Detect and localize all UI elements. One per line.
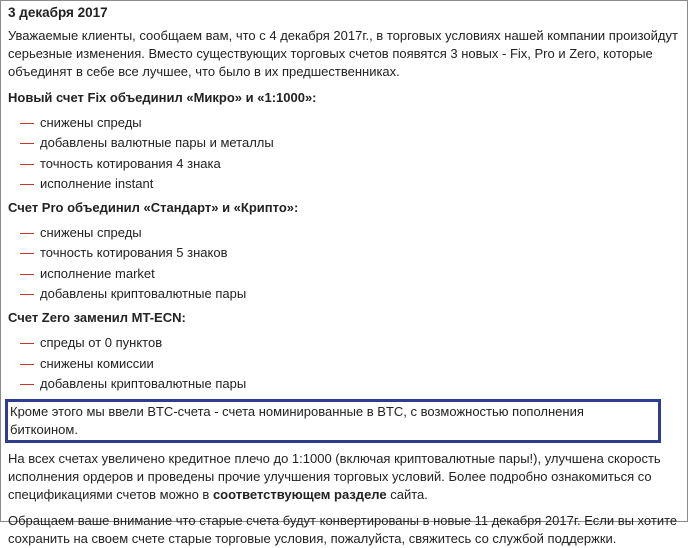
section-zero-heading: Счет Zero заменил MT-ECN:	[8, 310, 186, 326]
news-date: 3 декабря 2017	[8, 5, 108, 20]
specifications-link[interactable]: соответствующем разделе	[212, 487, 387, 503]
section-pro-heading: Счет Pro объединил «Стандарт» и «Крипто»:	[8, 200, 299, 216]
list-item: снижены комиссии	[8, 354, 680, 374]
intro-paragraph: Уважаемые клиенты, сообщаем вам, что с 4 декабря 2017г., в торговых условиях нашей компании произойдут серьезные изменения. Вместо существующих торговых счетов появятся 3 новых - Fix, Pro и Zero, которые объединят в себе все лучшее, что было в их предшественниках.	[8, 28, 678, 79]
btc-highlight-box: Кроме этого мы ввели BTC-счета - счета номинированные в BTC, с возможностью пополнения биткоином.	[5, 399, 661, 443]
section-fix-list	[8, 113, 680, 194]
list-item: исполнение market	[8, 264, 680, 284]
leverage-text-end: сайта.	[386, 487, 428, 503]
section-zero-list	[8, 333, 680, 394]
section-pro-list	[8, 223, 680, 304]
list-item: снижены спреды	[8, 113, 680, 133]
news-article	[8, 4, 680, 548]
leverage-paragraph	[8, 450, 680, 504]
section-fix-heading: Новый счет Fix объединил «Микро» и «1:1000»:	[8, 90, 317, 105]
list-item: точность котирования 4 знака	[8, 154, 680, 174]
list-item: точность котирования 5 знаков	[8, 243, 680, 263]
list-item: добавлены валютные пары и металлы	[8, 133, 680, 153]
list-item: добавлены криптовалютные пары	[8, 374, 680, 394]
list-item: снижены спреды	[8, 223, 680, 243]
list-item: спреды от 0 пунктов	[8, 333, 680, 353]
conversion-paragraph: Обращаем ваше внимание что старые счета будут конвертированы в новые 11 декабря 2017г. Если вы хотите сохранить на своем счете старые торговые условия, пожалуйста, свяжитесь со службой поддержки.	[8, 513, 678, 547]
list-item: добавлены криптовалютные пары	[8, 284, 680, 304]
leverage-text: На всех счетах увеличено кредитное плечо до 1:1000 (включая криптовалютные пары!), улучшена скорость исполнения ордеров и проведены прочие улучшения торговых условий. Более подробно ознакомиться со спецификациями счетов можно в	[8, 451, 661, 503]
list-item: исполнение instant	[8, 174, 680, 194]
